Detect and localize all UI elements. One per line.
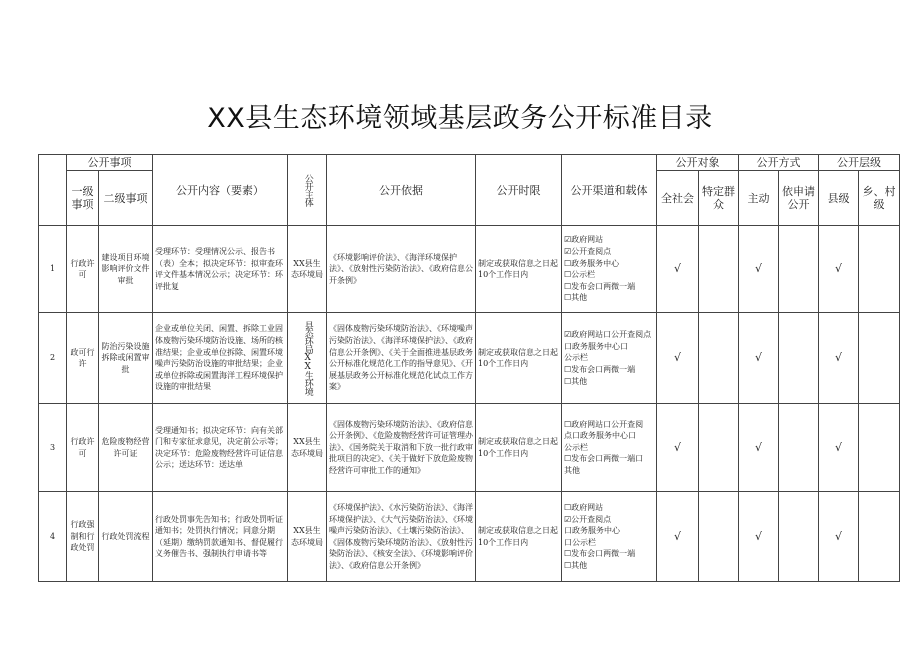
check-specific (699, 492, 739, 582)
level1-cell: 行政强制和行政处罚 (67, 492, 99, 582)
header-target-all: 全社会 (657, 171, 699, 226)
header-method: 公开方式 (739, 155, 819, 171)
header-method-apply: 依申请公开 (779, 171, 819, 226)
check-apply (779, 492, 819, 582)
header-method-active: 主动 (739, 171, 779, 226)
header-scope-county: 县级 (819, 171, 859, 226)
check-active: √ (739, 226, 779, 313)
basis-cell: 《固体废物污染环境防治法》、《政府信息公开条例》、《危险废物经营许可证管理办法》、《国务院关于取消和下放一批行政审批项目的决定》、《关于做好下放危险废物经营许可审批工作的通知》 (327, 404, 476, 492)
check-all: √ (657, 404, 699, 492)
check-county: √ (819, 404, 859, 492)
header-basis: 公开依据 (327, 155, 476, 226)
channel-cell: ☑政府网站口公开查阅点口政务服务中心口 公示栏 ☐发布会口两微一端 ☐其他 (562, 313, 657, 404)
header-target-specific: 特定群众 (699, 171, 739, 226)
time-cell: 制定或获取信息之日起10个工作日内 (476, 313, 562, 404)
check-all: √ (657, 492, 699, 582)
level2-cell: 建设项目环境影响评价文件审批 (99, 226, 153, 313)
header-level1: 一级事项 (67, 171, 99, 226)
channel-cell: ☐政府网站口公开查阅 点口政务服务中心口 公示栏 ☐发布会口两微一端口 其他 (562, 404, 657, 492)
channel-cell: ☐政府网站 ☑公开查阅点 口政务服务中心 口公示栏 ☐发布会口两微一端 ☐其他 (562, 492, 657, 582)
check-village (859, 313, 900, 404)
header-channel: 公开渠道和载体 (562, 155, 657, 226)
check-county: √ (819, 226, 859, 313)
row-number: 4 (39, 492, 67, 582)
basis-cell: 《环境保护法》、《水污染防治法》、《海洋环境保护法》、《大气污染防治法》、《环境噪声污染防治法》、《土壤污染防治法》、《固体废物污染环境防治法》、《放射性污染防治法》、《核安全法》、《环境影响评价法》、《政府信息公开条例》 (327, 492, 476, 582)
header-target: 公开对象 (657, 155, 739, 171)
header-no (39, 155, 67, 226)
header-matter: 公开事项 (67, 155, 153, 171)
row-number: 2 (39, 313, 67, 404)
check-active: √ (739, 404, 779, 492)
page-title: XX县生态环境领域基层政务公开标准目录 (207, 103, 713, 134)
header-scope-village: 乡、村级 (859, 171, 900, 226)
table-row (39, 226, 900, 313)
catalog-table (38, 154, 900, 582)
content-cell: 受理通知书；拟决定环节：向有关部门和专家征求意见，决定前公示等；决定环节：危险废物经营许可证信息公示；送达环节：送达单 (153, 404, 288, 492)
row-number: 3 (39, 404, 67, 492)
table-row (39, 492, 900, 582)
time-cell: 制定或获取信息之日起10个工作日内 (476, 492, 562, 582)
level2-cell: 危险废物经营许可证 (99, 404, 153, 492)
header-content: 公开内容（要素） (153, 155, 288, 226)
check-village (859, 404, 900, 492)
check-village (859, 492, 900, 582)
time-cell: 制定或获取信息之日起10个工作日内 (476, 404, 562, 492)
check-all: √ (657, 313, 699, 404)
check-county: √ (819, 313, 859, 404)
channel-cell: ☑政府网站 ☑公开查阅点 ☐政务服务中心 ☐公示栏 ☐发布会口两微一端 ☐其他 (562, 226, 657, 313)
check-county: √ (819, 492, 859, 582)
check-active: √ (739, 313, 779, 404)
check-specific (699, 226, 739, 313)
check-active: √ (739, 492, 779, 582)
subject-cell: XX县生态环境局 (288, 226, 327, 313)
content-cell: 行政处罚事先告知书；行政处罚听证通知书；处罚执行情况；同意分期（延期）缴纳罚款通知书、督促履行义务催告书、强制执行申请书等 (153, 492, 288, 582)
check-apply (779, 313, 819, 404)
check-all: √ (657, 226, 699, 313)
basis-cell: 《固体废物污染环境防治法》、《环境噪声污染防治法》、《海洋环境保护法》、《政府信息公开条例》、《关于全面推进基层政务公开标准化规范化工作的指导意见》、《开展基层政务公开标准化规范化试点工作方案》 (327, 313, 476, 404)
level1-cell: 行政许可 (67, 404, 99, 492)
check-specific (699, 404, 739, 492)
level1-cell: 政可行许 (67, 313, 99, 404)
check-village (859, 226, 900, 313)
check-specific (699, 313, 739, 404)
header-subject: 公开主体 (288, 155, 327, 226)
table-row (39, 313, 900, 404)
row-number: 1 (39, 226, 67, 313)
header-level2: 二级事项 (99, 171, 153, 226)
subject-cell: 县态环局XX生环境 (288, 313, 327, 404)
level2-cell: 行政处罚流程 (99, 492, 153, 582)
header-time: 公开时限 (476, 155, 562, 226)
check-apply (779, 404, 819, 492)
content-cell: 企业或单位关闭、闲置、拆除工业固体废物污染环境防治设施、场所的核准结果；企业或单位拆除、闲置环境噪声污染防治设施的审批结果；企业或单位拆除或闲置海洋工程环境保护设施的审批结果 (153, 313, 288, 404)
level1-cell: 行政许可 (67, 226, 99, 313)
subject-cell: XX县生态环境局 (288, 492, 327, 582)
level2-cell: 防治污染设施拆除或闲置审批 (99, 313, 153, 404)
header-scope: 公开层级 (819, 155, 900, 171)
time-cell: 制定或获取信息之日起10个工作日内 (476, 226, 562, 313)
content-cell: 受理环节：受理情况公示、报告书（表）全本；拟决定环节：拟审查环评文件基本情况公示；决定环节：环评批复 (153, 226, 288, 313)
table-row (39, 404, 900, 492)
basis-cell: 《环境影响评价法》、《海洋环境保护法》、《放射性污染防治法》、《政府信息公开条例》 (327, 226, 476, 313)
check-apply (779, 226, 819, 313)
subject-cell: XX县生态环境局 (288, 404, 327, 492)
